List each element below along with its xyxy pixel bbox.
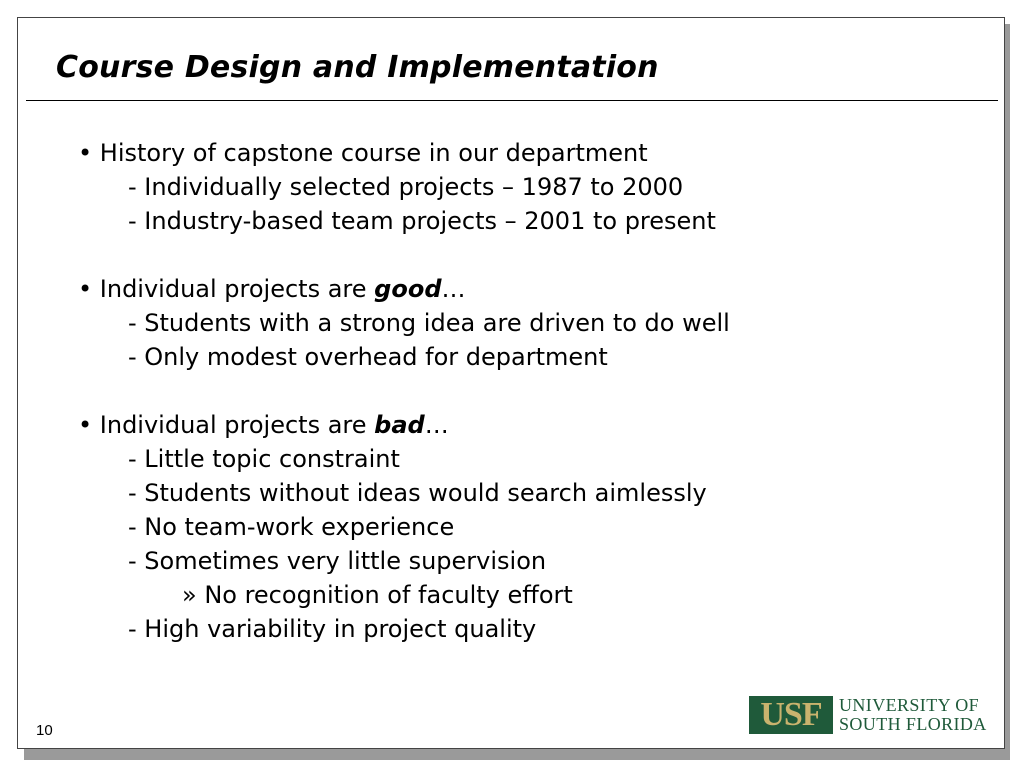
sub-item: - Little topic constraint: [128, 445, 400, 473]
sub-item: - Students without ideas would search aimlessly: [128, 479, 707, 507]
keyword-good: good: [374, 275, 442, 303]
bullet-history: • History of capstone course in our department: [78, 139, 648, 167]
bullet-prefix: • Individual projects are: [78, 411, 375, 439]
bullet-suffix: …: [441, 275, 466, 303]
sub-item: - Individually selected projects – 1987 to 2000: [128, 173, 684, 201]
sub-item: - High variability in project quality: [128, 615, 537, 643]
title-divider: [26, 100, 998, 101]
logo-line2: SOUTH FLORIDA: [839, 714, 987, 734]
sub-item: - Only modest overhead for department: [128, 343, 608, 371]
sub-item: - Sometimes very little supervision: [128, 547, 547, 575]
usf-logo: [749, 696, 987, 734]
page-number: 10: [36, 722, 53, 739]
sub-item: - No team-work experience: [128, 513, 455, 541]
bullet-good: [78, 272, 978, 306]
slide: [17, 17, 1005, 749]
slide-body: [78, 136, 978, 646]
usf-logo-mark: USF: [749, 696, 833, 734]
usf-logo-text: [839, 696, 987, 734]
bullet-bad: [78, 408, 978, 442]
logo-line1: UNIVERSITY OF: [839, 695, 980, 715]
bullet-suffix: …: [424, 411, 449, 439]
keyword-bad: bad: [374, 411, 425, 439]
sub-item: - Industry-based team projects – 2001 to present: [128, 207, 716, 235]
bullet-prefix: • Individual projects are: [78, 275, 375, 303]
sub-sub-item: » No recognition of faculty effort: [182, 581, 573, 609]
slide-title: Course Design and Implementation: [56, 50, 659, 85]
sub-item: - Students with a strong idea are driven to do well: [128, 309, 730, 337]
